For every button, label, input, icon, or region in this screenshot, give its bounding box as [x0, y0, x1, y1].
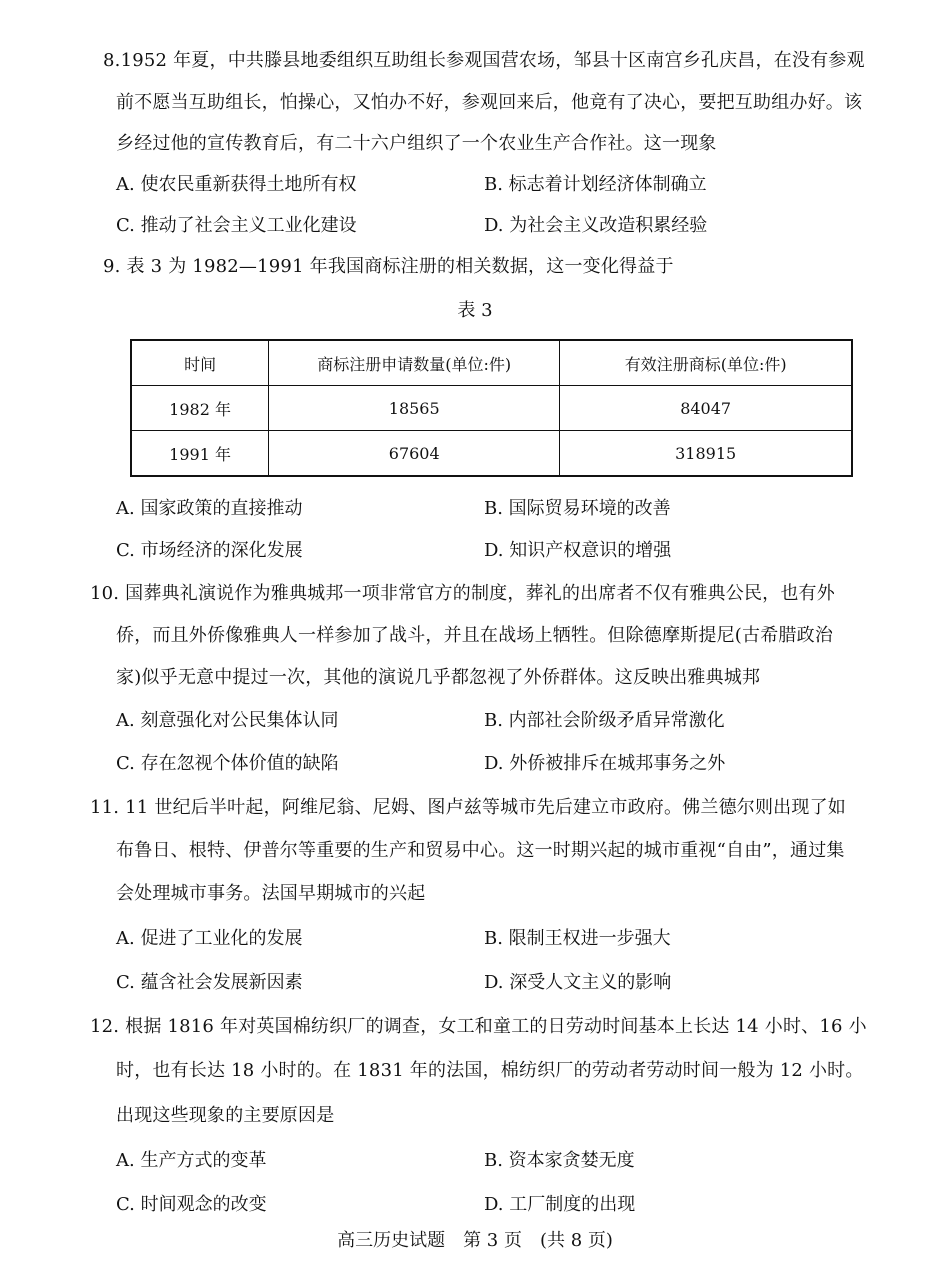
q10-option-a[interactable]: A. 刻意强化对公民集体认同	[116, 710, 339, 731]
q11-option-d[interactable]: D. 深受人文主义的影响	[484, 972, 672, 993]
page-footer: 高三历史试题 第 3 页 (共 8 页)	[337, 1230, 613, 1251]
q9-option-c[interactable]: C. 市场经济的深化发展	[116, 540, 303, 561]
q11-stem-line-1: 11. 11 世纪后半叶起，阿维尼翁、尼姆、图卢兹等城市先后建立市政府。佛兰德尔则出现了如	[90, 797, 846, 818]
q8-option-d[interactable]: D. 为社会主义改造积累经验	[484, 215, 708, 236]
q11-option-b[interactable]: B. 限制王权进一步强大	[484, 928, 671, 949]
table-caption: 表 3	[457, 300, 493, 321]
q12-option-d[interactable]: D. 工厂制度的出现	[484, 1194, 636, 1215]
q12-option-a[interactable]: A. 生产方式的变革	[116, 1150, 267, 1171]
q8-stem-line-3: 乡经过他的宣传教育后，有二十六户组织了一个农业生产合作社。这一现象	[116, 133, 717, 154]
q12-option-b[interactable]: B. 资本家贪婪无度	[484, 1150, 635, 1171]
q12-stem-line-1: 12. 根据 1816 年对英国棉纺织厂的调查，女工和童工的日劳动时间基本上长达 14 小时、16 小	[90, 1016, 867, 1037]
q8-option-b[interactable]: B. 标志着计划经济体制确立	[484, 174, 707, 195]
table-cell: 1982 年	[131, 386, 269, 431]
q10-option-c[interactable]: C. 存在忽视个体价值的缺陷	[116, 753, 339, 774]
q9-option-d[interactable]: D. 知识产权意识的增强	[484, 540, 672, 561]
table-row	[131, 386, 852, 431]
table-header-cell: 商标注册申请数量(单位:件)	[269, 340, 560, 386]
q12-stem-line-3: 出现这些现象的主要原因是	[116, 1105, 335, 1126]
q12-option-c[interactable]: C. 时间观念的改变	[116, 1194, 267, 1215]
q8-option-a[interactable]: A. 使农民重新获得土地所有权	[116, 174, 357, 195]
q11-option-a[interactable]: A. 促进了工业化的发展	[116, 928, 303, 949]
table-header-cell: 时间	[131, 340, 269, 386]
table-cell: 318915	[560, 431, 852, 477]
table-cell: 18565	[269, 386, 560, 431]
trademark-table	[130, 339, 853, 477]
q10-option-b[interactable]: B. 内部社会阶级矛盾异常激化	[484, 710, 725, 731]
q9-option-b[interactable]: B. 国际贸易环境的改善	[484, 498, 671, 519]
q10-stem-line-2: 侨，而且外侨像雅典人一样参加了战斗，并且在战场上牺牲。但除德摩斯提尼(古希腊政治	[116, 625, 834, 646]
q11-option-c[interactable]: C. 蕴含社会发展新因素	[116, 972, 303, 993]
table-cell: 84047	[560, 386, 852, 431]
table-header-row	[131, 340, 852, 386]
q8-option-c[interactable]: C. 推动了社会主义工业化建设	[116, 215, 357, 236]
table-header-cell: 有效注册商标(单位:件)	[560, 340, 852, 386]
q10-stem-line-3: 家)似乎无意中提过一次，其他的演说几乎都忽视了外侨群体。这反映出雅典城邦	[116, 667, 761, 688]
q9-stem-line-1: 9. 表 3 为 1982—1991 年我国商标注册的相关数据，这一变化得益于	[103, 256, 674, 277]
q11-stem-line-2: 布鲁日、根特、伊普尔等重要的生产和贸易中心。这一时期兴起的城市重视“自由”，通过集	[116, 840, 845, 861]
q9-option-a[interactable]: A. 国家政策的直接推动	[116, 498, 303, 519]
q8-stem-line-1: 8.1952 年夏，中共滕县地委组织互助组长参观国营农场，邹县十区南宫乡孔庆昌，在没有参观	[103, 50, 865, 71]
q10-stem-line-1: 10. 国葬典礼演说作为雅典城邦一项非常官方的制度，葬礼的出席者不仅有雅典公民，也有外	[90, 583, 835, 604]
table-cell: 1991 年	[131, 431, 269, 477]
q8-stem-line-2: 前不愿当互助组长，怕操心，又怕办不好，参观回来后，他竟有了决心，要把互助组办好。该	[116, 92, 863, 113]
q12-stem-line-2: 时，也有长达 18 小时的。在 1831 年的法国，棉纺织厂的劳动者劳动时间一般为 12 小时。	[116, 1060, 864, 1081]
q11-stem-line-3: 会处理城市事务。法国早期城市的兴起	[116, 883, 426, 904]
table-cell: 67604	[269, 431, 560, 477]
q10-option-d[interactable]: D. 外侨被排斥在城邦事务之外	[484, 753, 726, 774]
table-row	[131, 431, 852, 477]
